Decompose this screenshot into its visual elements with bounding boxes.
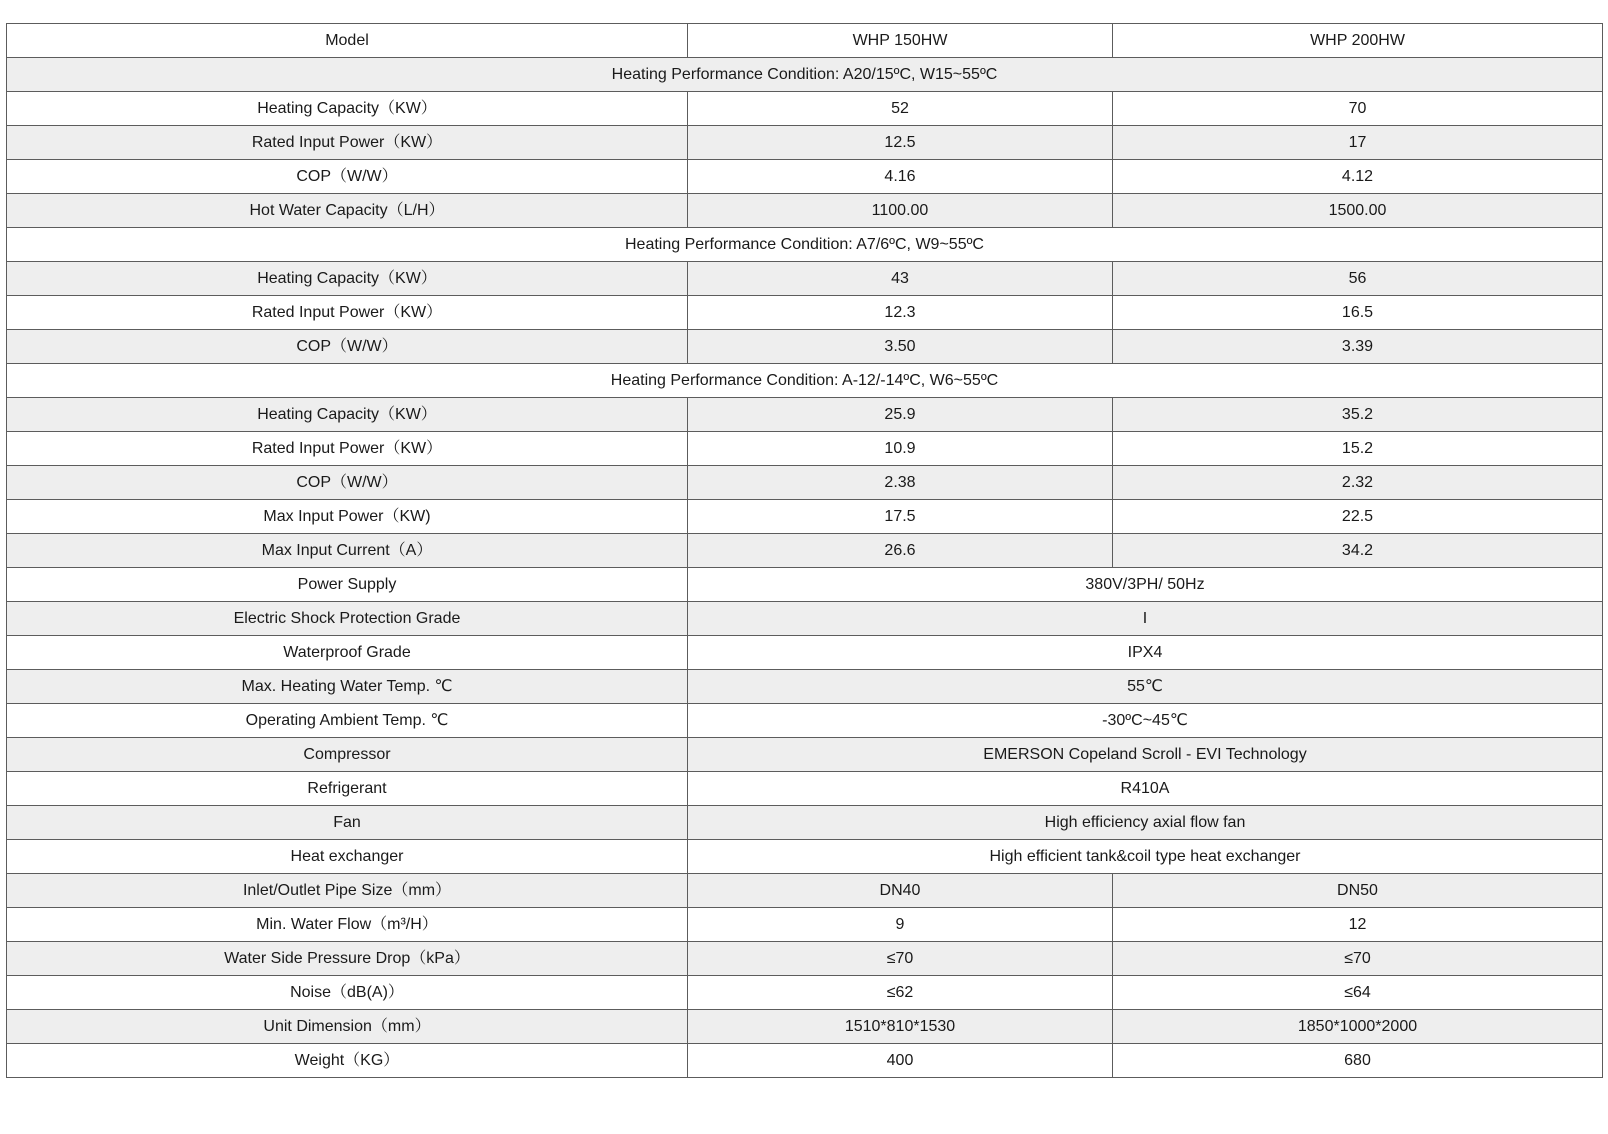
section-row — [7, 364, 1603, 398]
spec-value-cell: 16.5 — [1113, 296, 1603, 330]
spec-row — [7, 262, 1603, 296]
spec-value-cell: 12 — [1113, 908, 1603, 942]
spec-row — [7, 976, 1603, 1010]
spec-row — [7, 806, 1603, 840]
spec-value-cell: 22.5 — [1113, 500, 1603, 534]
spec-label-cell: Operating Ambient Temp. ℃ — [7, 704, 688, 738]
spec-row — [7, 126, 1603, 160]
spec-value-cell: 70 — [1113, 92, 1603, 126]
spec-row — [7, 296, 1603, 330]
spec-row — [7, 432, 1603, 466]
spec-row — [7, 602, 1603, 636]
spec-table-container — [6, 23, 1602, 1078]
section-heading-cell: Heating Performance Condition: A-12/-14ºC, W6~55ºC — [7, 364, 1603, 398]
spec-row — [7, 772, 1603, 806]
spec-label-cell: Rated Input Power（KW） — [7, 296, 688, 330]
spec-row — [7, 738, 1603, 772]
spec-value-cell: 12.5 — [688, 126, 1113, 160]
header-model-cell: WHP 150HW — [688, 24, 1113, 58]
spec-label-cell: COP（W/W） — [7, 330, 688, 364]
spec-value-cell: 4.16 — [688, 160, 1113, 194]
spec-label-cell: Min. Water Flow（m³/H） — [7, 908, 688, 942]
spec-value-cell: 1100.00 — [688, 194, 1113, 228]
spec-value-cell: 3.50 — [688, 330, 1113, 364]
spec-label-cell: Heating Capacity（KW） — [7, 92, 688, 126]
spec-value-cell: 12.3 — [688, 296, 1113, 330]
spec-value-cell: 1500.00 — [1113, 194, 1603, 228]
spec-label-cell: Water Side Pressure Drop（kPa） — [7, 942, 688, 976]
spec-row — [7, 942, 1603, 976]
header-label-cell: Model — [7, 24, 688, 58]
spec-value-cell: 10.9 — [688, 432, 1113, 466]
spec-value-cell: 43 — [688, 262, 1113, 296]
spec-shared-value-cell: IPX4 — [688, 636, 1603, 670]
spec-row — [7, 330, 1603, 364]
spec-label-cell: Weight（KG） — [7, 1044, 688, 1078]
spec-table-body — [7, 24, 1603, 1078]
spec-shared-value-cell: -30ºC~45℃ — [688, 704, 1603, 738]
spec-value-cell: ≤64 — [1113, 976, 1603, 1010]
spec-row — [7, 500, 1603, 534]
spec-label-cell: Heating Capacity（KW） — [7, 262, 688, 296]
spec-row — [7, 840, 1603, 874]
spec-label-cell: COP（W/W） — [7, 466, 688, 500]
spec-value-cell: 400 — [688, 1044, 1113, 1078]
spec-label-cell: Heat exchanger — [7, 840, 688, 874]
spec-label-cell: Refrigerant — [7, 772, 688, 806]
spec-label-cell: Heating Capacity（KW） — [7, 398, 688, 432]
spec-value-cell: ≤70 — [1113, 942, 1603, 976]
spec-row — [7, 534, 1603, 568]
spec-label-cell: Rated Input Power（KW） — [7, 432, 688, 466]
spec-value-cell: 17.5 — [688, 500, 1113, 534]
spec-row — [7, 194, 1603, 228]
spec-value-cell: 34.2 — [1113, 534, 1603, 568]
spec-value-cell: ≤62 — [688, 976, 1113, 1010]
spec-label-cell: Electric Shock Protection Grade — [7, 602, 688, 636]
spec-value-cell: 17 — [1113, 126, 1603, 160]
spec-label-cell: Fan — [7, 806, 688, 840]
spec-label-cell: Max Input Power（KW) — [7, 500, 688, 534]
section-heading-cell: Heating Performance Condition: A20/15ºC, W15~55ºC — [7, 58, 1603, 92]
spec-value-cell: 26.6 — [688, 534, 1113, 568]
section-heading-cell: Heating Performance Condition: A7/6ºC, W9~55ºC — [7, 228, 1603, 262]
spec-row — [7, 92, 1603, 126]
spec-label-cell: Inlet/Outlet Pipe Size（mm） — [7, 874, 688, 908]
spec-label-cell: Rated Input Power（KW） — [7, 126, 688, 160]
section-row — [7, 58, 1603, 92]
spec-value-cell: 56 — [1113, 262, 1603, 296]
spec-value-cell: DN50 — [1113, 874, 1603, 908]
spec-value-cell: 15.2 — [1113, 432, 1603, 466]
spec-row — [7, 568, 1603, 602]
header-row — [7, 24, 1603, 58]
spec-value-cell: 35.2 — [1113, 398, 1603, 432]
spec-value-cell: 25.9 — [688, 398, 1113, 432]
spec-row — [7, 636, 1603, 670]
spec-row — [7, 704, 1603, 738]
spec-row — [7, 1044, 1603, 1078]
spec-value-cell: 1850*1000*2000 — [1113, 1010, 1603, 1044]
spec-row — [7, 670, 1603, 704]
spec-label-cell: Compressor — [7, 738, 688, 772]
spec-shared-value-cell: 55℃ — [688, 670, 1603, 704]
spec-row — [7, 908, 1603, 942]
spec-value-cell: 52 — [688, 92, 1113, 126]
spec-value-cell: 2.38 — [688, 466, 1113, 500]
spec-row — [7, 874, 1603, 908]
header-model-cell: WHP 200HW — [1113, 24, 1603, 58]
spec-shared-value-cell: I — [688, 602, 1603, 636]
spec-value-cell: 2.32 — [1113, 466, 1603, 500]
spec-label-cell: Power Supply — [7, 568, 688, 602]
spec-label-cell: Hot Water Capacity（L/H） — [7, 194, 688, 228]
spec-label-cell: Max Input Current（A） — [7, 534, 688, 568]
spec-table — [6, 23, 1603, 1078]
spec-value-cell: 4.12 — [1113, 160, 1603, 194]
spec-shared-value-cell: EMERSON Copeland Scroll - EVI Technology — [688, 738, 1603, 772]
spec-shared-value-cell: High efficient tank&coil type heat exchanger — [688, 840, 1603, 874]
section-row — [7, 228, 1603, 262]
spec-label-cell: COP（W/W） — [7, 160, 688, 194]
spec-row — [7, 1010, 1603, 1044]
spec-label-cell: Max. Heating Water Temp. ℃ — [7, 670, 688, 704]
spec-row — [7, 398, 1603, 432]
spec-value-cell: 3.39 — [1113, 330, 1603, 364]
spec-shared-value-cell: 380V/3PH/ 50Hz — [688, 568, 1603, 602]
spec-label-cell: Unit Dimension（mm） — [7, 1010, 688, 1044]
spec-shared-value-cell: High efficiency axial flow fan — [688, 806, 1603, 840]
spec-value-cell: 680 — [1113, 1044, 1603, 1078]
spec-row — [7, 466, 1603, 500]
spec-value-cell: DN40 — [688, 874, 1113, 908]
spec-row — [7, 160, 1603, 194]
spec-shared-value-cell: R410A — [688, 772, 1603, 806]
spec-value-cell: 9 — [688, 908, 1113, 942]
spec-label-cell: Noise（dB(A)） — [7, 976, 688, 1010]
spec-label-cell: Waterproof Grade — [7, 636, 688, 670]
spec-value-cell: 1510*810*1530 — [688, 1010, 1113, 1044]
spec-value-cell: ≤70 — [688, 942, 1113, 976]
